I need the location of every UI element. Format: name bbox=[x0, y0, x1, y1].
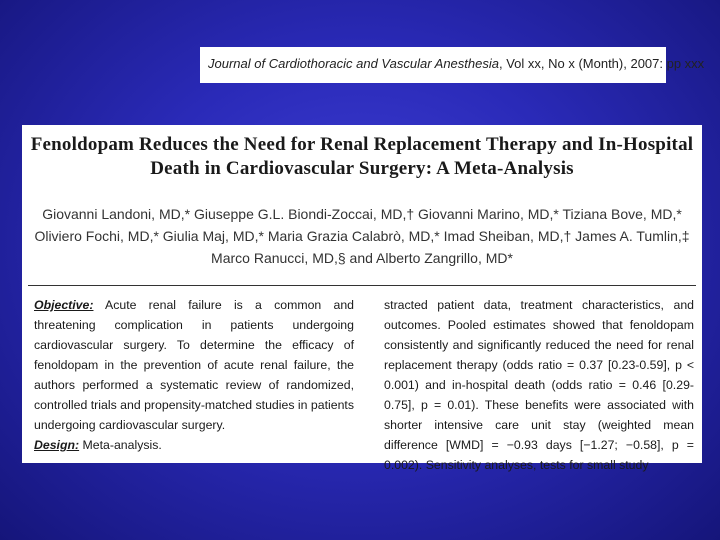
objective-text: Acute renal failure is a common and threatening complication in patients undergoing cardiovascular surgery. To determine the efficacy of fenoldopam in the prevention of acute renal failure, the authors performed a systematic review of randomized, controlled trials and propensity-matched studies in patients undergoing cardiovascular surgery. bbox=[34, 298, 354, 432]
abstract-left-column bbox=[34, 295, 354, 455]
journal-details: , Vol xx, No x (Month), 2007: pp xxx bbox=[498, 56, 705, 71]
results-text: stracted patient data, treatment characteristics, and outcomes. Pooled estimates showed that fenoldopam consistently and significantly reduced the need for renal replacement therapy (odds ratio = 0.37 [0.23-0.59], p < 0.001) and in-hospital death (odds ratio = 0.46 [0.29-0.75], p = 0.01). These benefits were associated with shorter intensive care unit stay (weighted mean difference [WMD] = −0.93 days [−1.27; −0.58], p = 0.002). Sensitivity analyses, tests for small study bbox=[384, 298, 694, 472]
title-line-1: Fenoldopam Reduces the Need for Renal Replacement Therapy and In-Hospital bbox=[30, 134, 694, 155]
objective-paragraph bbox=[34, 295, 354, 435]
abstract-right-column bbox=[384, 295, 694, 475]
authors-line-1: Giovanni Landoni, MD,* Giuseppe G.L. Biondi-Zoccai, MD,† Giovanni Marino, MD,* Tiziana Bove, MD,* bbox=[42, 206, 682, 222]
design-text: Meta-analysis. bbox=[79, 438, 162, 452]
authors-line-3: Marco Ranucci, MD,§ and Alberto Zangrillo, MD* bbox=[211, 250, 513, 266]
design-paragraph bbox=[34, 435, 354, 455]
journal-name: Journal of Cardiothoracic and Vascular Anesthesia bbox=[208, 56, 499, 71]
paper-excerpt bbox=[22, 125, 702, 472]
author-list bbox=[22, 203, 702, 269]
divider bbox=[28, 285, 696, 286]
objective-label: Objective: bbox=[34, 298, 94, 312]
journal-citation-box bbox=[200, 47, 705, 83]
title-line-2: Death in Cardiovascular Surgery: A Meta-Analysis bbox=[150, 158, 574, 179]
paper-title bbox=[22, 133, 702, 181]
design-label: Design: bbox=[34, 438, 80, 452]
authors-line-2: Oliviero Fochi, MD,* Giulia Maj, MD,* Maria Grazia Calabrò, MD,* Imad Sheiban, MD,† James A. Tumlin,‡ bbox=[34, 228, 690, 244]
